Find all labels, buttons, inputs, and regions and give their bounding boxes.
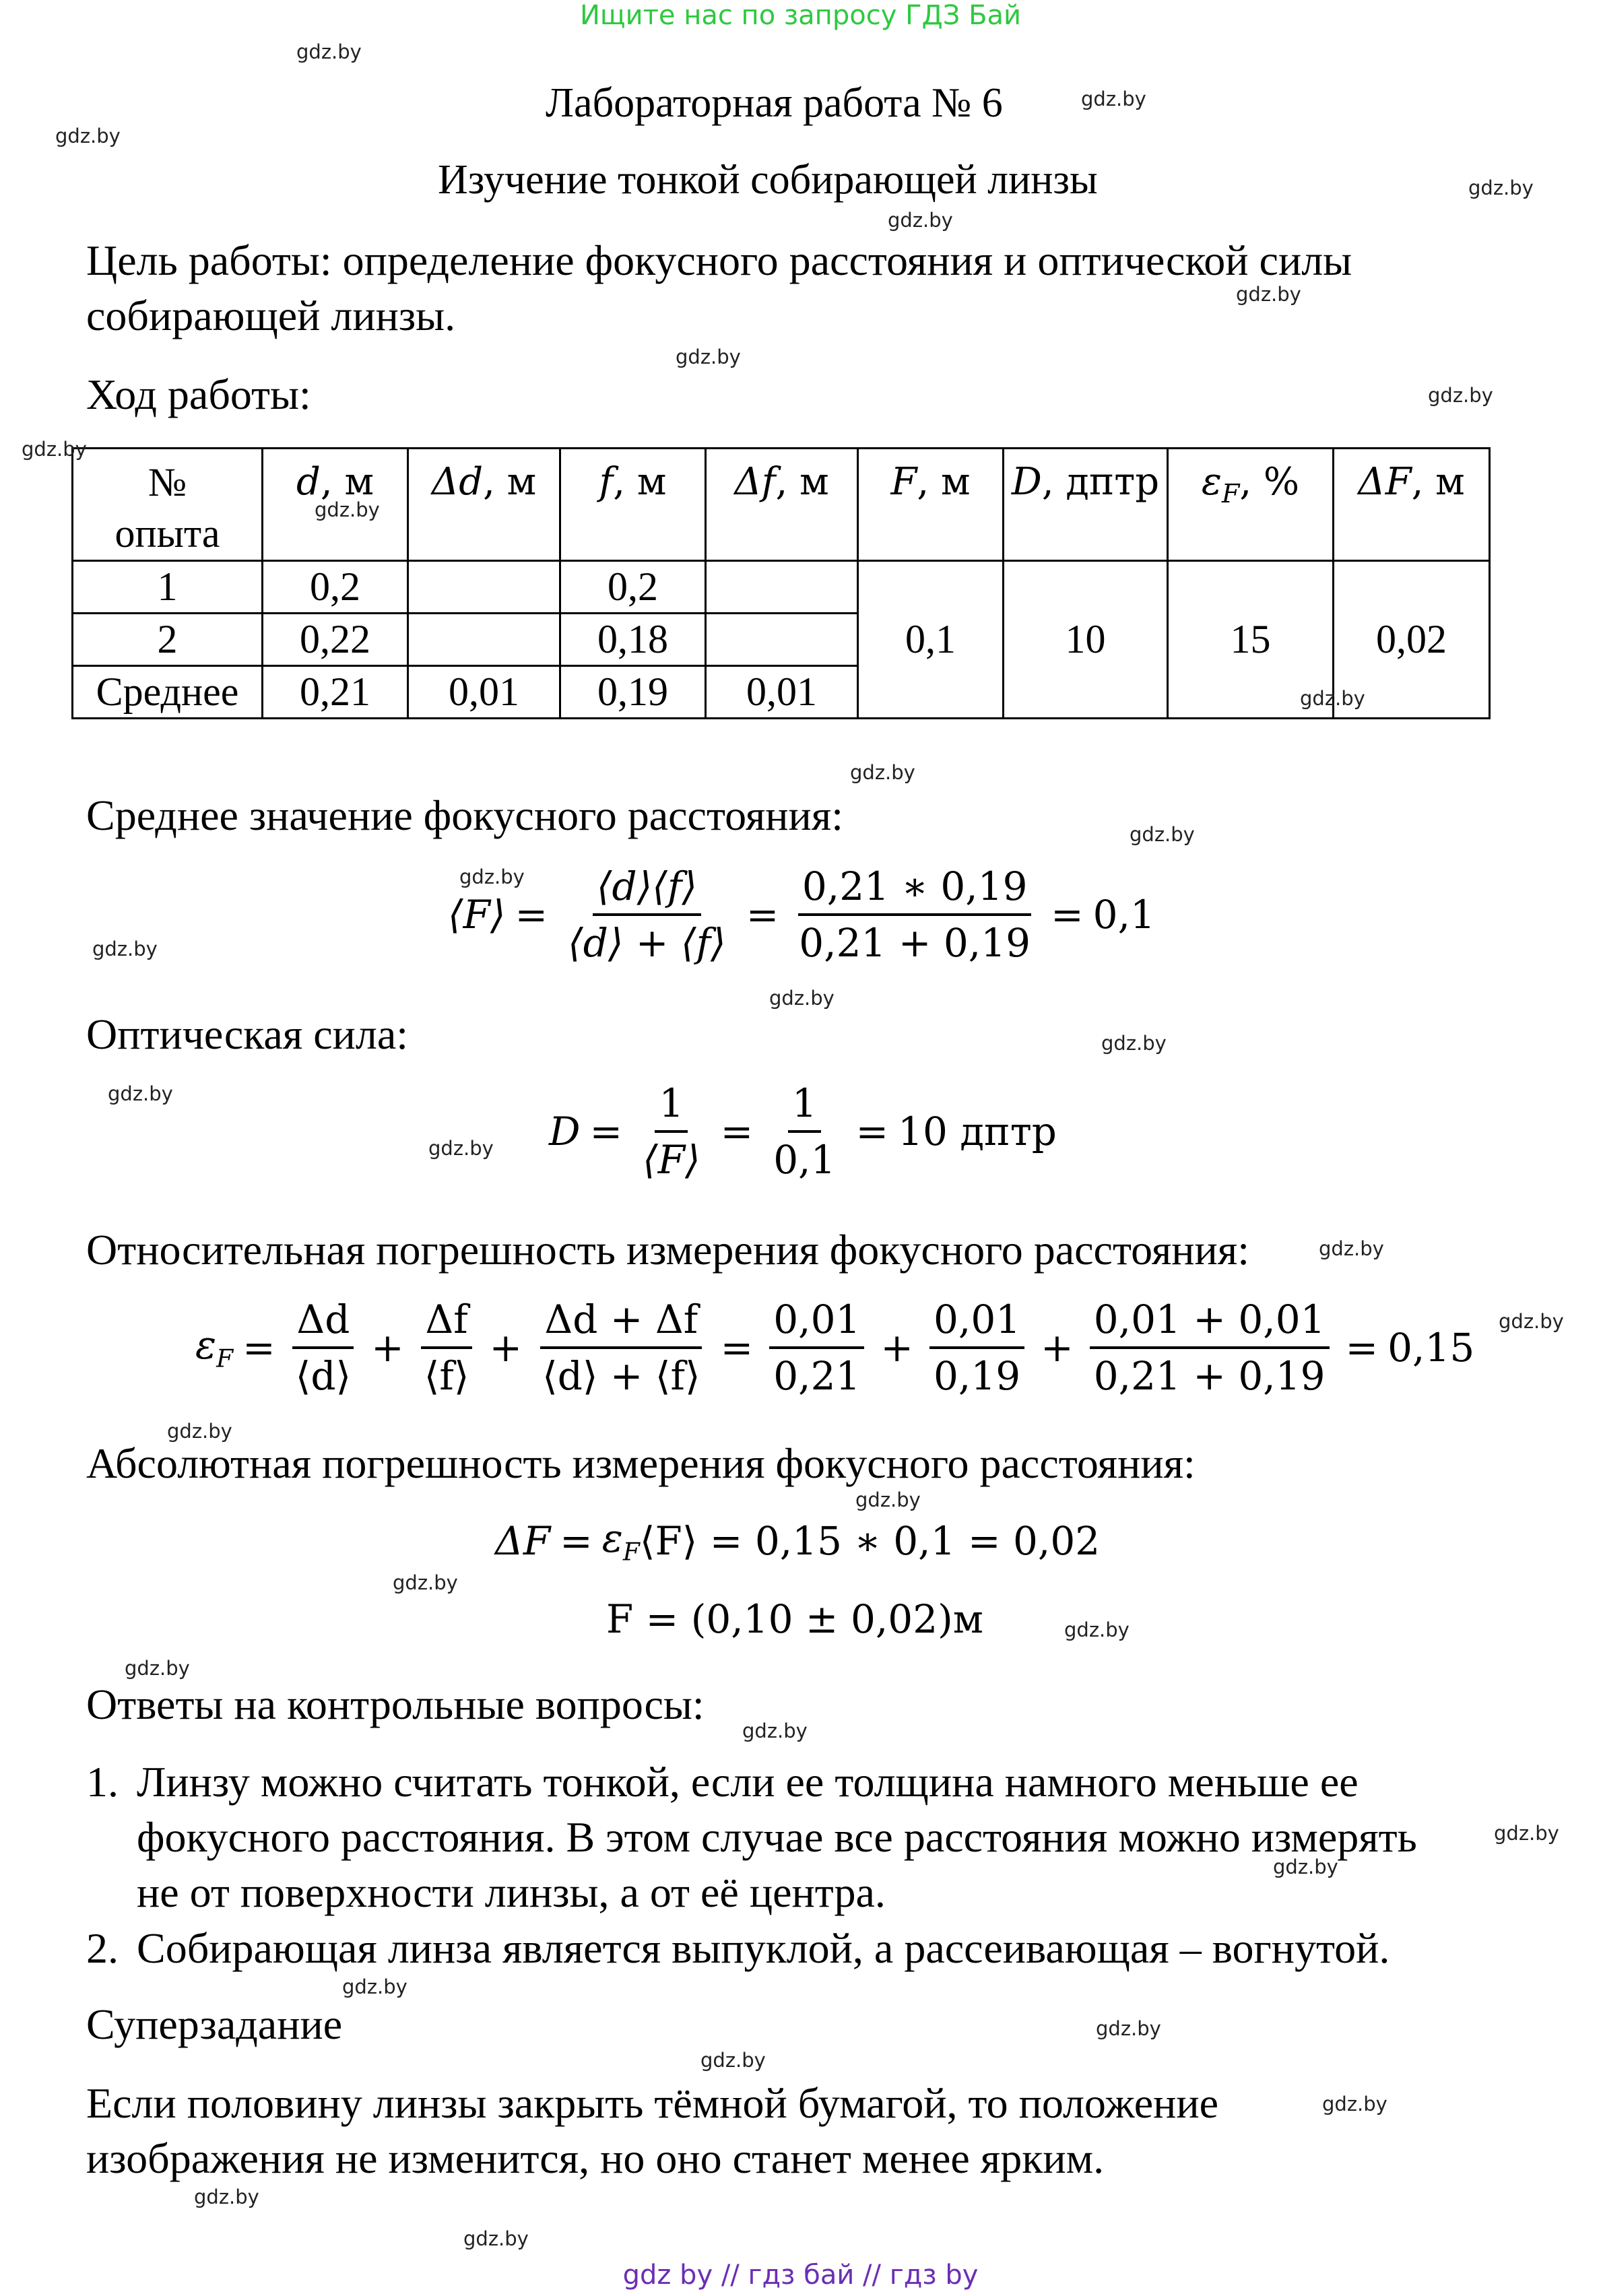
watermark: gdz.by [315, 498, 380, 521]
watermark: gdz.by [22, 438, 87, 461]
optical-power-formula: D = $\frac{1}{⟨F⟩}$ = $\frac{1}{0,1}$ = 10 дптр [549, 1080, 1057, 1183]
cell-delta-d [408, 614, 560, 666]
cell-d: 0,22 [263, 614, 408, 666]
watermark: gdz.by [1101, 1032, 1167, 1055]
watermark: gdz.by [459, 865, 525, 888]
watermark: gdz.by [108, 1082, 173, 1105]
header-focal-length: F, м [858, 449, 1004, 561]
watermark: gdz.by [463, 2227, 529, 2250]
answer-1-line-2: фокусного расстояния. В этом случае все расстояния можно измерять [137, 1813, 1417, 1861]
cell-n: 2 [73, 614, 263, 666]
header-f: f, м [560, 449, 706, 561]
focal-mean-formula: ⟨F⟩ = $\frac{⟨d⟩⟨f⟩}{⟨d⟩ + ⟨f⟩}$ = $\frac{0,21 ∗ 0,19}{0,21 + 0,19}$ = 0,1 [448, 863, 1155, 966]
watermark: gdz.by [342, 1975, 407, 1998]
watermark: gdz.by [676, 346, 741, 368]
watermark: gdz.by [1499, 1310, 1564, 1333]
answer-1-line-3: не от поверхности линзы, а от её центра. [137, 1868, 886, 1916]
watermark: gdz.by [1300, 687, 1365, 710]
watermark: gdz.by [769, 987, 835, 1010]
cell-delta-f [706, 614, 858, 666]
cell-absolute-error: 0,02 [1334, 561, 1490, 719]
cell-relative-error: 15 [1168, 561, 1334, 719]
optical-power-heading: Оптическая сила: [86, 1010, 409, 1058]
watermark: gdz.by [1096, 2017, 1161, 2040]
watermark: gdz.by [1273, 1856, 1338, 1878]
cell-delta-d [408, 561, 560, 614]
watermark: gdz.by [194, 2186, 259, 2208]
answer-2-line-1: Собирающая линза является выпуклой, а рассеивающая – вогнутой. [137, 1924, 1390, 1972]
watermark: gdz.by [1064, 1618, 1130, 1641]
supertask-line-2: изображения не изменится, но оно станет менее ярким. [86, 2134, 1105, 2182]
watermark: gdz.by [1468, 176, 1534, 199]
cell-f: 0,18 [560, 614, 706, 666]
watermark: gdz.by [92, 938, 158, 960]
measurement-table [71, 447, 1491, 719]
header-optical-power: D, дптр [1004, 449, 1168, 561]
watermark: gdz.by [55, 125, 121, 147]
page-subtitle: Изучение тонкой собирающей линзы [438, 157, 1098, 203]
watermark: gdz.by [700, 2049, 766, 2072]
cell-delta-f [706, 561, 858, 614]
watermark: gdz.by [428, 1137, 494, 1160]
relative-error-formula: $\varepsilon_F$ = $\frac{\Delta d}{⟨d⟩}$ + $\frac{\Delta f}{⟨f⟩}$ + $\frac{\Delta d + \Delta f}{⟨d⟩ + ⟨f⟩}$ = $\frac{0,01}{0,21}$ + $\frac{0,01}{0,19}$ + $\frac{0,01 + 0,01}{0,21 + 0,19}$ = 0,15 [195, 1297, 1475, 1399]
answer-number: 1. [86, 1758, 119, 1806]
absolute-error-equation: ΔF = $\varepsilon_F$ ⟨F⟩ = 0,15 ∗ 0,1 = 0,02 [495, 1515, 1101, 1567]
relative-error-heading: Относительная погрешность измерения фокусного расстояния: [86, 1226, 1249, 1274]
watermark: gdz.by [167, 1420, 232, 1443]
header-delta-f: Δf, м [706, 449, 858, 561]
header-delta-d: Δd, м [408, 449, 560, 561]
watermark: gdz.by [1428, 384, 1493, 407]
watermark: gdz.by [125, 1657, 190, 1680]
progress-heading: Ход работы: [86, 370, 311, 418]
watermark: gdz.by [888, 209, 953, 232]
answer-1-line-1: Линзу можно считать тонкой, если ее толщина намного меньше ее [137, 1758, 1359, 1806]
watermark: gdz.by [1322, 2093, 1387, 2115]
header-absolute-error: ΔF, м [1334, 449, 1490, 561]
cell-delta-d: 0,01 [408, 666, 560, 719]
answer-number: 2. [86, 1924, 119, 1972]
cell-optical-power: 10 [1004, 561, 1168, 719]
page-title: Лабораторная работа № 6 [546, 80, 1003, 126]
supertask-line-1: Если половину линзы закрыть тёмной бумагой, то положение [86, 2079, 1218, 2127]
watermark: gdz.by [393, 1571, 458, 1594]
cell-d: 0,2 [263, 561, 408, 614]
search-banner[interactable]: Ищите нас по запросу ГДЗ Бай [579, 0, 1022, 31]
cell-f: 0,2 [560, 561, 706, 614]
header-relative-error: $\varepsilon_F$, % [1168, 449, 1334, 561]
watermark: gdz.by [296, 40, 362, 63]
result-equation: F = (0,10 ± 0,02)м [606, 1596, 983, 1642]
cell-d: 0,21 [263, 666, 408, 719]
watermark: gdz.by [1081, 88, 1146, 110]
absolute-error-heading: Абсолютная погрешность измерения фокусного расстояния: [86, 1439, 1196, 1487]
header-experiment-number: № опыта [73, 449, 263, 561]
watermark: gdz.by [1319, 1237, 1384, 1260]
watermark: gdz.by [1130, 823, 1195, 846]
cell-n: 1 [73, 561, 263, 614]
watermark: gdz.by [850, 761, 915, 784]
watermark: gdz.by [742, 1719, 808, 1742]
watermark: gdz.by [855, 1488, 921, 1511]
aim-line-1: Цель работы: определение фокусного расстояния и оптической силы [86, 236, 1352, 284]
cell-focal-length: 0,1 [858, 561, 1004, 719]
cell-n: Среднее [73, 666, 263, 719]
footer-links[interactable]: gdz by // гдз бай // гдз by [622, 2260, 979, 2291]
answers-heading: Ответы на контрольные вопросы: [86, 1680, 705, 1728]
aim-line-2: собирающей линзы. [86, 292, 456, 339]
cell-f: 0,19 [560, 666, 706, 719]
focal-mean-heading: Среднее значение фокусного расстояния: [86, 791, 843, 839]
table-row [73, 561, 1490, 614]
table-header-row [73, 449, 1490, 561]
header-d: d, м [263, 449, 408, 561]
supertask-heading: Суперзадание [86, 2000, 343, 2048]
watermark: gdz.by [1236, 283, 1301, 306]
watermark: gdz.by [1494, 1822, 1559, 1845]
cell-delta-f: 0,01 [706, 666, 858, 719]
